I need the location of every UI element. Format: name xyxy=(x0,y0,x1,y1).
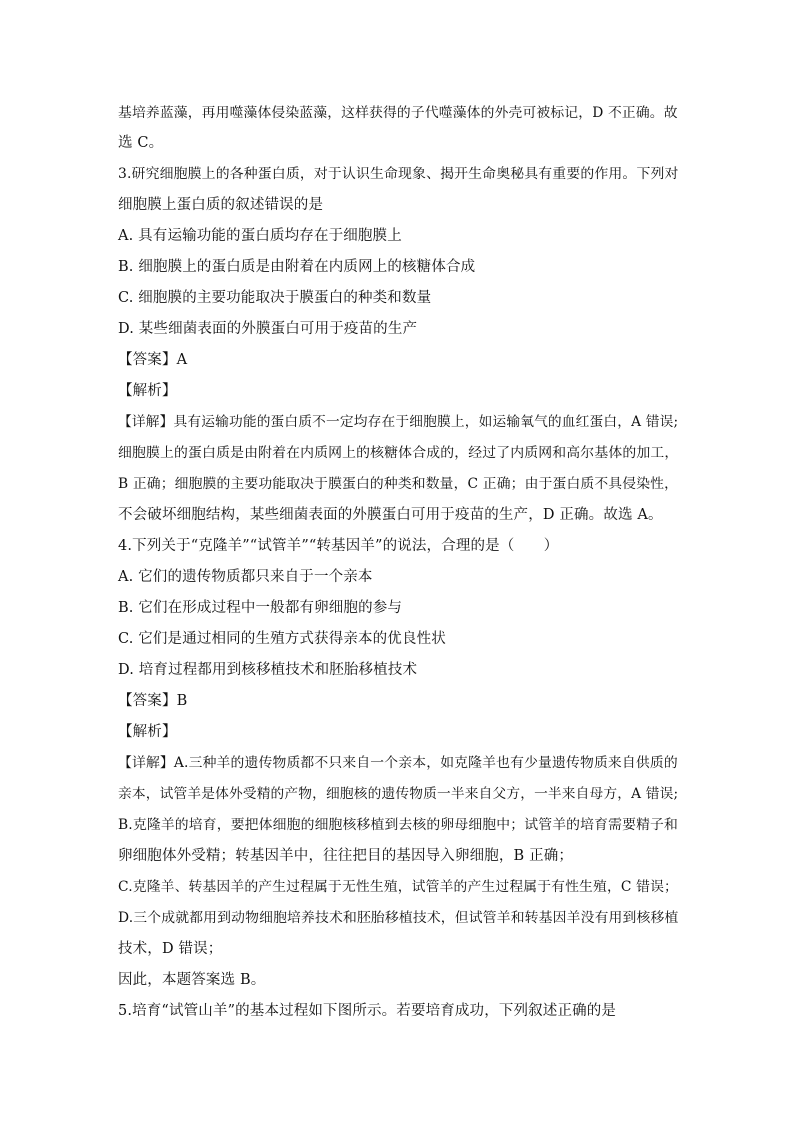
answer-label: 【答案】A xyxy=(118,352,188,368)
text-line: 基培养蓝藻，再用噬藻体侵染蓝藻，这样获得的子代噬藻体的外壳可被标记，D 不正确。故 xyxy=(118,105,678,121)
text-line: 选 C。 xyxy=(118,135,164,151)
option-b: B. 细胞膜上的蛋白质是由附着在内质网上的核糖体合成 xyxy=(118,259,476,275)
explanation-line: 亲本，试管羊是体外受精的产物，细胞核的遗传物质一半来自父方，一半来自母方，A 错误; xyxy=(118,786,679,802)
question-4-stem: 4.下列关于“克隆羊”“试管羊”“转基因羊”的说法，合理的是（ ） xyxy=(118,538,559,554)
explanation-line: C.克隆羊、转基因羊的产生过程属于无性生殖，试管羊的产生过程属于有性生殖，C 错误； xyxy=(118,879,678,895)
analysis-label: 【解析】 xyxy=(118,383,177,399)
option-b: B. 它们在形成过程中一般都有卵细胞的参与 xyxy=(118,600,403,616)
explanation-line: 【详解】A.三种羊的遗传物质都不只来自一个亲本，如克隆羊也有少量遗传物质来自供质的 xyxy=(118,755,678,771)
question-5-stem: 5.培育“试管山羊”的基本过程如下图所示。若要培育成功，下列叙述正确的是 xyxy=(118,1003,617,1019)
explanation-line: 技术，D 错误； xyxy=(118,941,223,957)
analysis-label: 【解析】 xyxy=(118,724,177,740)
explanation-line: 不会破坏细胞结构，某些细菌表面的外膜蛋白可用于疫苗的生产，D 正确。故选 A。 xyxy=(118,507,663,523)
option-a: A. 具有运输功能的蛋白质均存在于细胞膜上 xyxy=(118,228,402,244)
explanation-line: D.三个成就都用到动物细胞培养技术和胚胎移植技术，但试管羊和转基因羊没有用到核移植 xyxy=(118,910,679,926)
option-d: D. 某些细菌表面的外膜蛋白可用于疫苗的生产 xyxy=(118,321,418,337)
option-d: D. 培育过程都用到核移植技术和胚胎移植技术 xyxy=(118,662,418,678)
option-c: C. 它们是通过相同的生殖方式获得亲本的优良性状 xyxy=(118,631,446,647)
explanation-line: 细胞膜上的蛋白质是由附着在内质网上的核糖体合成的，经过了内质网和高尔基体的加工， xyxy=(118,445,679,461)
conclusion-line: 因此，本题答案选 B。 xyxy=(118,972,266,988)
explanation-line: B 正确；细胞膜的主要功能取决于膜蛋白的种类和数量，C 正确；由于蛋白质不具侵染性， xyxy=(118,476,679,492)
option-a: A. 它们的遗传物质都只来自于一个亲本 xyxy=(118,569,373,585)
question-3-stem: 细胞膜上蛋白质的叙述错误的是 xyxy=(118,197,324,213)
explanation-line: B.克隆羊的培育，要把体细胞的细胞核移植到去核的卵母细胞中；试管羊的培育需要精子和 xyxy=(118,817,679,833)
answer-label: 【答案】B xyxy=(118,693,188,709)
explanation-line: 卵细胞体外受精；转基因羊中，往往把目的基因导入卵细胞，B 正确； xyxy=(118,848,574,864)
option-c: C. 细胞膜的主要功能取决于膜蛋白的种类和数量 xyxy=(118,290,432,306)
explanation-line: 【详解】具有运输功能的蛋白质不一定均存在于细胞膜上，如运输氧气的血红蛋白，A 错误; xyxy=(118,414,679,430)
question-3-stem: 3.研究细胞膜上的各种蛋白质，对于认识生命现象、揭开生命奥秘具有重要的作用。下列对 xyxy=(118,166,679,182)
